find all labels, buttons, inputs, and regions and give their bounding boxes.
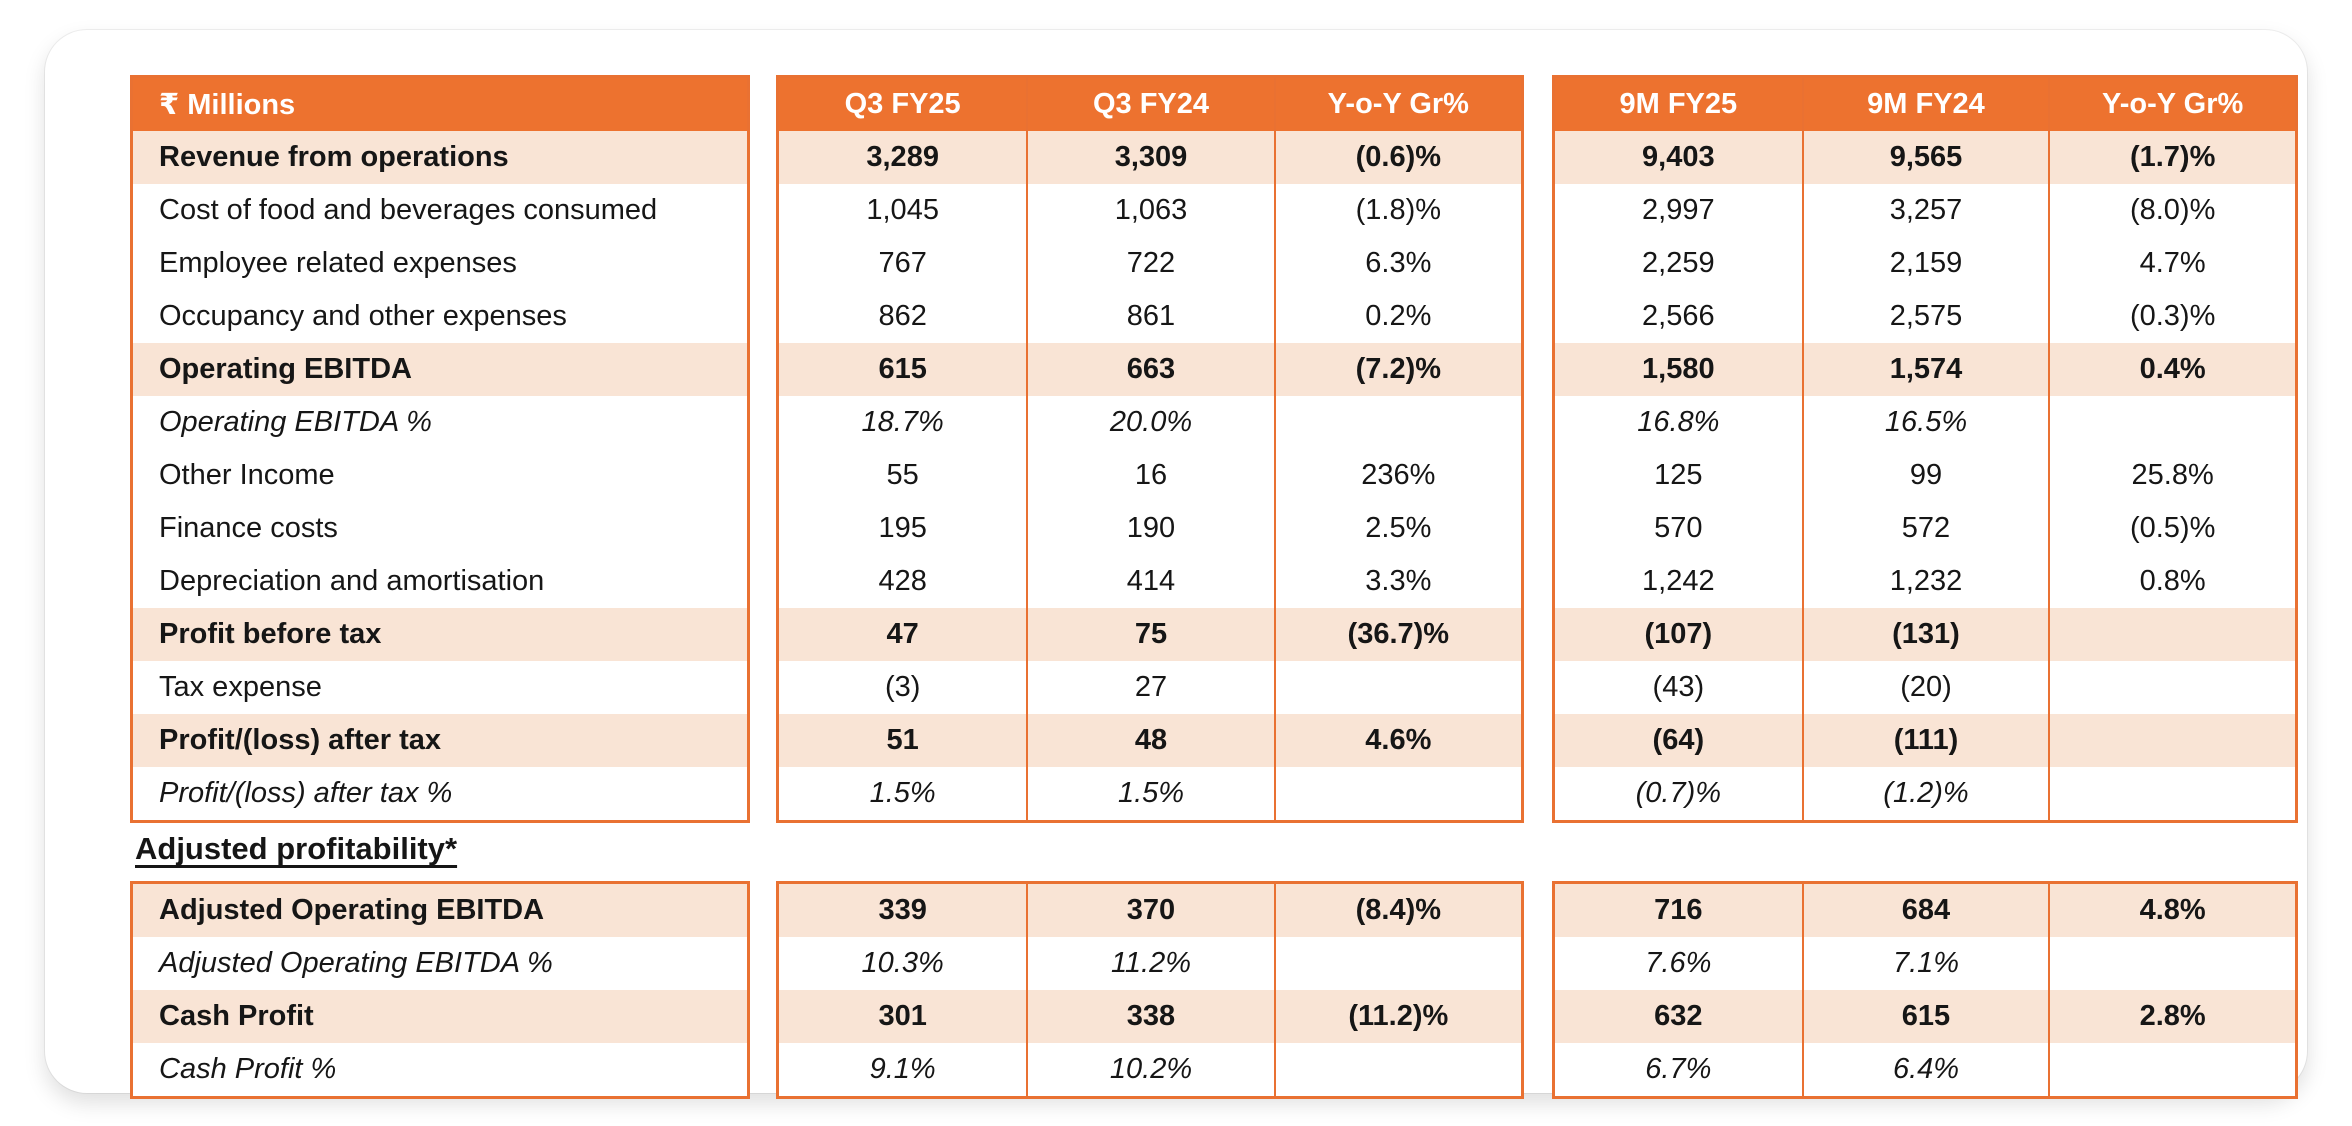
cell-value <box>2048 396 2295 449</box>
table-row <box>1555 1043 2295 1096</box>
cell-value: 722 <box>1026 237 1273 290</box>
adjusted-table-q3-block <box>776 881 1524 1099</box>
table-row <box>1555 396 2295 449</box>
cell-value: (0.3)% <box>2048 290 2295 343</box>
currency-header-label: ₹ Millions <box>159 89 296 121</box>
cell-value: 190 <box>1026 502 1273 555</box>
cell-value: 632 <box>1654 1000 1703 1032</box>
cell-value: 55 <box>886 459 919 491</box>
cell-value: 0.2% <box>1274 290 1521 343</box>
row-label: Finance costs <box>159 512 338 544</box>
cell-value: 862 <box>878 300 927 332</box>
main-table-9m-block <box>1552 75 2298 823</box>
adjusted-m9-rows <box>1555 884 2295 1096</box>
cell-value: 1,232 <box>1802 555 2049 608</box>
cell-value: 7.6% <box>1645 947 1712 979</box>
table-row <box>1555 937 2295 990</box>
column-header-9m-fy24: 9M FY24 <box>1802 78 2049 131</box>
cell-value: 1,574 <box>1802 343 2049 396</box>
cell-value: 370 <box>1026 884 1273 937</box>
currency-header-cell <box>133 78 747 131</box>
main-m9-rows <box>1555 131 2295 820</box>
table-row <box>1555 184 2295 237</box>
cell-value: (107) <box>1644 618 1713 650</box>
cell-value: 615 <box>1802 990 2049 1043</box>
cell-value: 10.2% <box>1026 1043 1273 1096</box>
cell-value: 9,565 <box>1802 131 2049 184</box>
cell-value: (8.4)% <box>1274 884 1521 937</box>
table-row <box>1555 290 2295 343</box>
cell-value: 51 <box>886 724 919 756</box>
cell-value: 1,045 <box>866 194 939 226</box>
results-card <box>45 30 2307 1093</box>
cell-value: 2,575 <box>1802 290 2049 343</box>
q3-header-row <box>779 78 1521 131</box>
cell-value: 9.1% <box>869 1053 936 1085</box>
cell-value: 6.7% <box>1645 1053 1712 1085</box>
row-label: Adjusted Operating EBITDA % <box>159 947 553 979</box>
cell-value <box>1274 937 1521 990</box>
table-row <box>779 184 1521 237</box>
cell-value <box>2048 767 2295 820</box>
cell-value: 9,403 <box>1642 141 1715 173</box>
table-row <box>1555 131 2295 184</box>
column-header-q3-fy24: Q3 FY24 <box>1026 78 1273 131</box>
cell-value: 48 <box>1026 714 1273 767</box>
cell-value: 1,063 <box>1026 184 1273 237</box>
cell-value: (111) <box>1802 714 2049 767</box>
cell-value: (0.6)% <box>1274 131 1521 184</box>
table-row <box>779 937 1521 990</box>
cell-value: (1.7)% <box>2048 131 2295 184</box>
cell-value: 47 <box>886 618 919 650</box>
cell-value <box>2048 1043 2295 1096</box>
cell-value: (1.8)% <box>1274 184 1521 237</box>
cell-value: 16.8% <box>1637 406 1720 438</box>
table-row <box>779 449 1521 502</box>
cell-value: 1,580 <box>1642 353 1715 385</box>
cell-value: 16 <box>1026 449 1273 502</box>
table-row <box>1555 502 2295 555</box>
cell-value: (8.0)% <box>2048 184 2295 237</box>
cell-value: 11.2% <box>1026 937 1273 990</box>
table-row <box>779 396 1521 449</box>
table-row <box>779 884 1521 937</box>
cell-value: 570 <box>1654 512 1703 544</box>
cell-value: 301 <box>878 1000 927 1032</box>
row-label: Cash Profit <box>133 990 747 1043</box>
cell-value <box>2048 608 2295 661</box>
cell-value: 4.6% <box>1274 714 1521 767</box>
cell-value: 716 <box>1654 894 1703 926</box>
adjusted-label-rows <box>133 884 747 1096</box>
adjusted-table-label-block <box>130 881 750 1099</box>
cell-value: (1.2)% <box>1802 767 2049 820</box>
table-row <box>1555 343 2295 396</box>
cell-value: 3,309 <box>1026 131 1273 184</box>
cell-value: 1.5% <box>1026 767 1273 820</box>
table-row <box>779 343 1521 396</box>
cell-value: 236% <box>1274 449 1521 502</box>
cell-value: (64) <box>1652 724 1705 756</box>
table-row <box>779 290 1521 343</box>
cell-value <box>2048 714 2295 767</box>
row-label: Cost of food and beverages consumed <box>159 194 658 226</box>
table-row <box>779 237 1521 290</box>
table-row <box>779 990 1521 1043</box>
cell-value: 1.5% <box>869 777 936 809</box>
cell-value: 2,159 <box>1802 237 2049 290</box>
cell-value: 6.4% <box>1802 1043 2049 1096</box>
adjusted-q3-rows <box>779 884 1521 1096</box>
cell-value: 27 <box>1026 661 1273 714</box>
cell-value: 428 <box>878 565 927 597</box>
table-row <box>779 661 1521 714</box>
cell-value: 195 <box>878 512 927 544</box>
cell-value: 2,997 <box>1642 194 1715 226</box>
cell-value: 75 <box>1026 608 1273 661</box>
cell-value: 2,259 <box>1642 247 1715 279</box>
table-row <box>1555 661 2295 714</box>
cell-value <box>2048 937 2295 990</box>
table-row <box>779 131 1521 184</box>
main-table-label-block <box>130 75 750 823</box>
column-header-9m-fy25: 9M FY25 <box>1619 88 1738 120</box>
cell-value: 2,566 <box>1642 300 1715 332</box>
section-title-adjusted-profitability: Adjusted profitability* <box>135 831 458 866</box>
cell-value: 2.5% <box>1274 502 1521 555</box>
table-row <box>779 502 1521 555</box>
cell-value: 2.8% <box>2048 990 2295 1043</box>
table-row <box>1555 555 2295 608</box>
cell-value: (7.2)% <box>1274 343 1521 396</box>
cell-value: 684 <box>1802 884 2049 937</box>
m9-header-row <box>1555 78 2295 131</box>
row-label: Profit before tax <box>133 608 747 661</box>
adjusted-table-9m-block <box>1552 881 2298 1099</box>
cell-value: 10.3% <box>861 947 944 979</box>
row-label: Operating EBITDA <box>133 343 747 396</box>
table-row <box>1555 767 2295 820</box>
main-table-q3-block <box>776 75 1524 823</box>
row-label: Employee related expenses <box>159 247 517 279</box>
row-label: Cash Profit % <box>159 1053 337 1085</box>
column-header-q3-fy25: Q3 FY25 <box>844 88 961 120</box>
table-row <box>1555 237 2295 290</box>
table-row <box>1555 608 2295 661</box>
cell-value: 4.7% <box>2048 237 2295 290</box>
table-row <box>779 555 1521 608</box>
cell-value: 20.0% <box>1026 396 1273 449</box>
table-row <box>1555 714 2295 767</box>
cell-value: 1,242 <box>1642 565 1715 597</box>
cell-value: 3,257 <box>1802 184 2049 237</box>
cell-value: 25.8% <box>2048 449 2295 502</box>
cell-value: 572 <box>1802 502 2049 555</box>
row-label: Operating EBITDA % <box>159 406 432 438</box>
cell-value: 7.1% <box>1802 937 2049 990</box>
cell-value: 125 <box>1654 459 1703 491</box>
cell-value: (43) <box>1652 671 1705 703</box>
cell-value: 0.8% <box>2048 555 2295 608</box>
row-label: Tax expense <box>159 671 322 703</box>
cell-value: 3,289 <box>866 141 939 173</box>
cell-value <box>1274 396 1521 449</box>
row-label: Other Income <box>159 459 335 491</box>
cell-value: 339 <box>878 894 927 926</box>
main-label-rows <box>133 131 747 820</box>
cell-value <box>1274 767 1521 820</box>
table-row <box>1555 449 2295 502</box>
cell-value: 18.7% <box>861 406 944 438</box>
table-row <box>779 767 1521 820</box>
cell-value: 861 <box>1026 290 1273 343</box>
table-row <box>779 714 1521 767</box>
cell-value: 99 <box>1802 449 2049 502</box>
column-header-9m-yoy: Y-o-Y Gr% <box>2048 78 2295 131</box>
table-row <box>779 1043 1521 1096</box>
row-label: Profit/(loss) after tax % <box>159 777 453 809</box>
cell-value <box>1274 1043 1521 1096</box>
cell-value: 338 <box>1026 990 1273 1043</box>
row-label: Occupancy and other expenses <box>159 300 567 332</box>
row-label: Adjusted Operating EBITDA <box>133 884 747 937</box>
cell-value <box>1274 661 1521 714</box>
cell-value: 767 <box>878 247 927 279</box>
cell-value: (36.7)% <box>1274 608 1521 661</box>
cell-value: (131) <box>1802 608 2049 661</box>
row-label: Profit/(loss) after tax <box>133 714 747 767</box>
cell-value: (0.5)% <box>2048 502 2295 555</box>
cell-value: 414 <box>1026 555 1273 608</box>
table-row <box>779 608 1521 661</box>
cell-value <box>2048 661 2295 714</box>
cell-value: (0.7)% <box>1635 777 1722 809</box>
cell-value: 16.5% <box>1802 396 2049 449</box>
cell-value: 4.8% <box>2048 884 2295 937</box>
cell-value: 6.3% <box>1274 237 1521 290</box>
cell-value: 663 <box>1026 343 1273 396</box>
main-q3-rows <box>779 131 1521 820</box>
cell-value: 0.4% <box>2048 343 2295 396</box>
cell-value: 615 <box>878 353 927 385</box>
row-label: Revenue from operations <box>133 131 747 184</box>
table-row <box>1555 990 2295 1043</box>
cell-value: 3.3% <box>1274 555 1521 608</box>
cell-value: (11.2)% <box>1274 990 1521 1043</box>
row-label: Depreciation and amortisation <box>159 565 545 597</box>
column-header-q3-yoy: Y-o-Y Gr% <box>1274 78 1521 131</box>
cell-value: (3) <box>884 671 921 703</box>
table-row <box>1555 884 2295 937</box>
cell-value: (20) <box>1802 661 2049 714</box>
